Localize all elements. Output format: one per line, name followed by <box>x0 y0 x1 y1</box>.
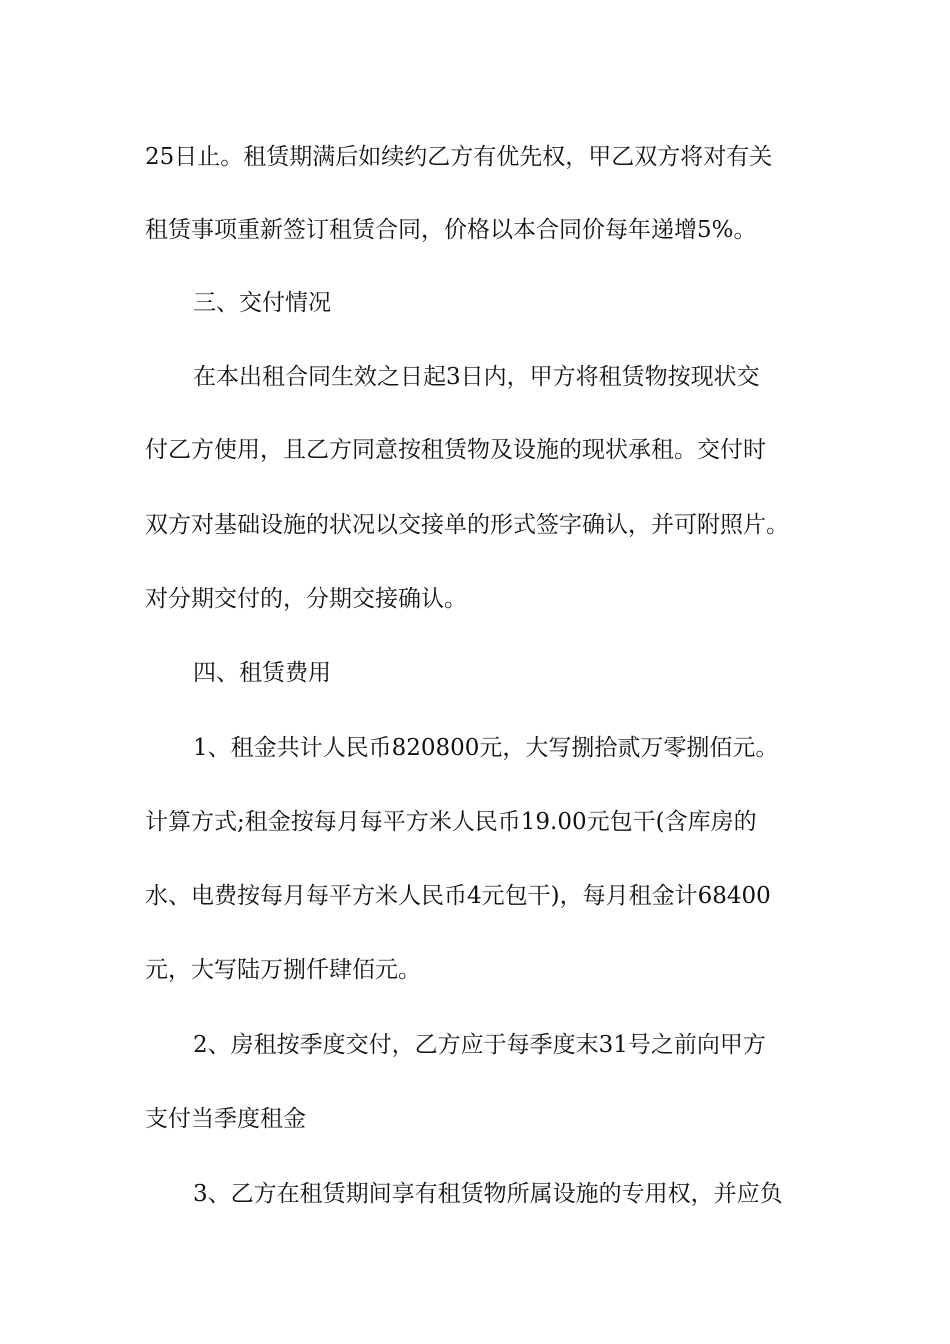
paragraph-line: 计算方式;租金按每月每平方米人民币19.00元包干(含库房的 <box>145 809 757 835</box>
paragraph-line: 元，大写陆万捌仟肆佰元。 <box>145 957 421 983</box>
paragraph-line: 在本出租合同生效之日起3日内，甲方将租赁物按现状交 <box>193 364 760 390</box>
paragraph-line: 2、房租按季度交付，乙方应于每季度末31号之前向甲方 <box>193 1032 766 1058</box>
section-heading-delivery: 三、交付情况 <box>193 290 331 316</box>
paragraph-line: 支付当季度租金 <box>145 1106 306 1132</box>
paragraph-line: 双方对基础设施的状况以交接单的形式签字确认，并可附照片。 <box>145 512 789 538</box>
section-heading-fees: 四、租赁费用 <box>193 660 331 686</box>
paragraph-line: 对分期交付的，分期交接确认。 <box>145 586 467 612</box>
paragraph-line: 租赁事项重新签订租赁合同，价格以本合同价每年递增5%。 <box>145 217 757 243</box>
paragraph-line: 25日止。租赁期满后如续约乙方有优先权，甲乙双方将对有关 <box>145 144 773 170</box>
paragraph-line: 付乙方使用，且乙方同意按租赁物及设施的现状承租。交付时 <box>145 437 766 463</box>
paragraph-line: 水、电费按每月每平方米人民币4元包干)，每月租金计68400 <box>145 883 771 909</box>
paragraph-line: 3、乙方在租赁期间享有租赁物所属设施的专用权，并应负 <box>193 1181 783 1207</box>
paragraph-line: 1、租金共计人民币820800元，大写捌拾贰万零捌佰元。 <box>193 735 779 761</box>
